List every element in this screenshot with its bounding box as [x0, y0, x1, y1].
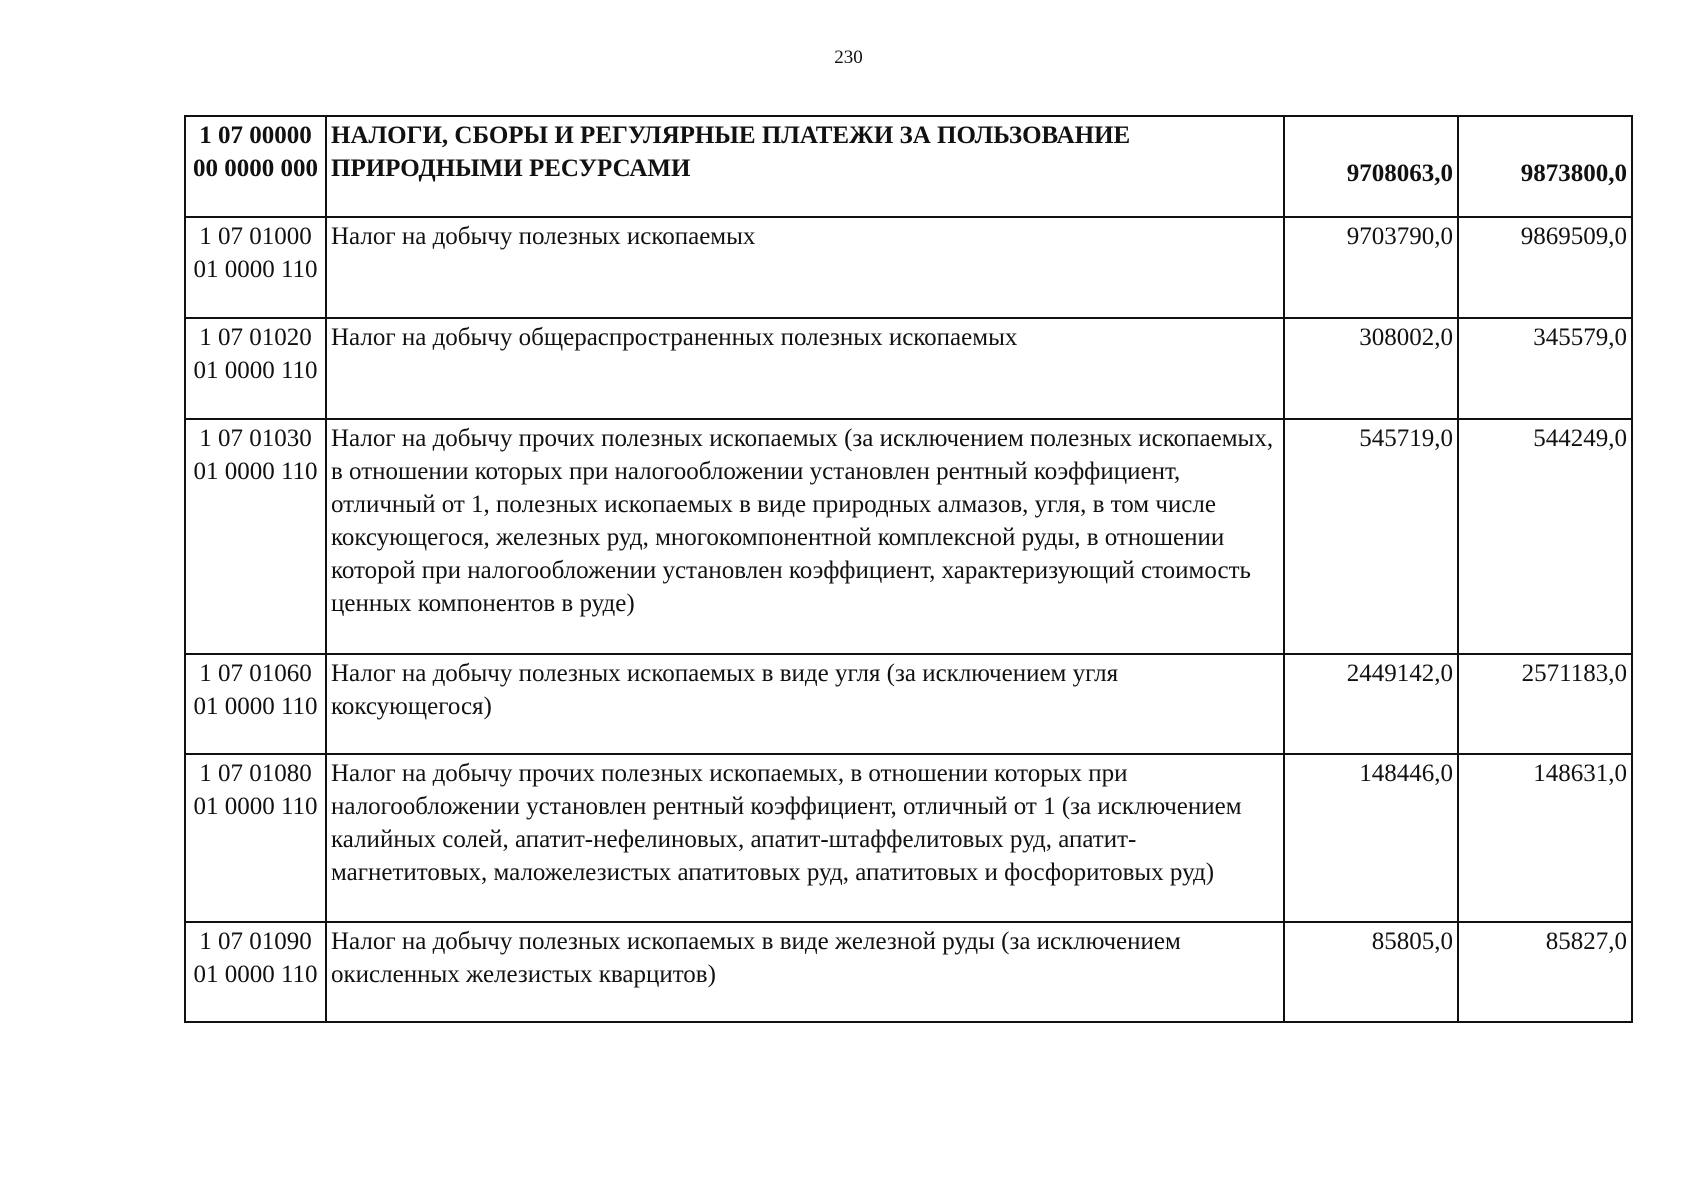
row-value-2: 2571183,0 [1458, 654, 1632, 754]
table-row [185, 922, 1632, 1022]
row-value-2: 9873800,0 [1458, 116, 1632, 217]
table-row [185, 116, 1632, 217]
row-code: 1 07 00000 00 0000 000 [185, 116, 326, 217]
row-description: Налог на добычу полезных ископаемых в виде железной руды (за исключением окисленных железистых кварцитов) [326, 922, 1284, 1022]
row-value-1: 9703790,0 [1284, 217, 1458, 318]
row-description: Налог на добычу прочих полезных ископаемых, в отношении которых при налогообложении установлен рентный коэффициент, отличный от 1 (за исключением калийных солей, апатит-нефелиновых, апатит-штаффелитовых руд, апатит-магнетитовых, маложелезистых апатитовых руд, апатитовых и фосфоритовых руд) [326, 754, 1284, 922]
row-description: Налог на добычу прочих полезных ископаемых (за исключением полезных ископаемых, в отношении которых при налогообложении установлен рентный коэффициент, отличный от 1, полезных ископаемых в виде природных алмазов, угля, в том числе коксующегося, железных руд, многокомпонентной комплексной руды, в отношении которой при налогообложении установлен коэффициент, характеризующий стоимость ценных компонентов в руде) [326, 419, 1284, 654]
row-value-1: 308002,0 [1284, 318, 1458, 419]
row-value-1: 2449142,0 [1284, 654, 1458, 754]
row-description: Налог на добычу общераспространенных полезных ископаемых [326, 318, 1284, 419]
table-row [185, 318, 1632, 419]
page-number: 230 [834, 47, 863, 68]
row-value-1: 545719,0 [1284, 419, 1458, 654]
row-value-1: 9708063,0 [1284, 116, 1458, 217]
table-row [185, 419, 1632, 654]
row-description: Налог на добычу полезных ископаемых [326, 217, 1284, 318]
row-value-2: 345579,0 [1458, 318, 1632, 419]
row-value-1: 85805,0 [1284, 922, 1458, 1022]
row-value-2: 544249,0 [1458, 419, 1632, 654]
row-description: Налог на добычу полезных ископаемых в виде угля (за исключением угля коксующегося) [326, 654, 1284, 754]
row-code: 1 07 01000 01 0000 110 [185, 217, 326, 318]
table-row [185, 217, 1632, 318]
row-value-2: 9869509,0 [1458, 217, 1632, 318]
row-description: НАЛОГИ, СБОРЫ И РЕГУЛЯРНЫЕ ПЛАТЕЖИ ЗА ПОЛЬЗОВАНИЕ ПРИРОДНЫМИ РЕСУРСАМИ [326, 116, 1284, 217]
row-code: 1 07 01020 01 0000 110 [185, 318, 326, 419]
row-code: 1 07 01060 01 0000 110 [185, 654, 326, 754]
row-value-2: 85827,0 [1458, 922, 1632, 1022]
table-row [185, 654, 1632, 754]
row-code: 1 07 01030 01 0000 110 [185, 419, 326, 654]
table-row [185, 754, 1632, 922]
revenue-table [184, 115, 1633, 1023]
row-code: 1 07 01080 01 0000 110 [185, 754, 326, 922]
row-value-1: 148446,0 [1284, 754, 1458, 922]
row-code: 1 07 01090 01 0000 110 [185, 922, 326, 1022]
row-value-2: 148631,0 [1458, 754, 1632, 922]
